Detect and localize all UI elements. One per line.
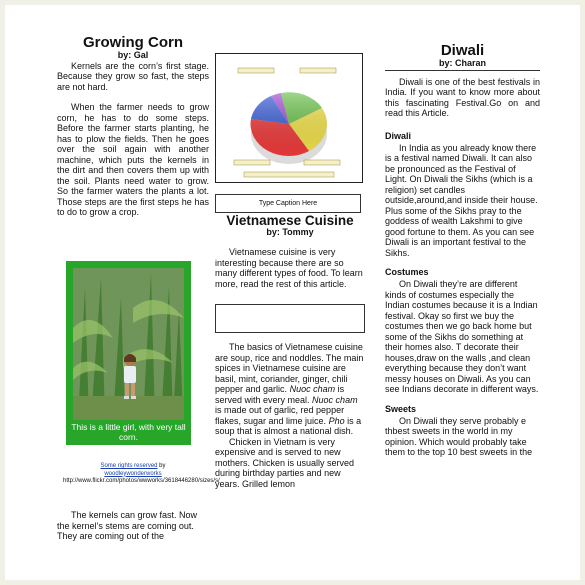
pie-chart xyxy=(216,54,362,182)
section-heading: Diwali xyxy=(385,130,412,141)
article-growing-corn-continued xyxy=(57,510,209,542)
article-title: Diwali xyxy=(440,42,485,59)
byline-divider xyxy=(385,70,540,71)
article-vietnamese-cuisine-continued xyxy=(215,342,365,489)
corn-photo-frame xyxy=(66,261,191,445)
chart-label-placeholder xyxy=(238,68,274,73)
article-paragraph: On Diwali they’re are different kinds of costumes especially the Indian costumes because it is a Indian festival. Okay so first we buy the costumes then we go back home but some of the Sikhs do something at their homes also. T decorate their houses,draw on the walls ,and clean everything because they don’t want messy houses on Diwali. As you can see Indians decorate in different ways. xyxy=(385,279,539,395)
article-paragraph: Diwali is one of the best festivals in India. If you want to know more about this fascinating Festival.Go on and read this Article. xyxy=(385,76,540,119)
chart-label-placeholder xyxy=(304,160,340,165)
article-title: Growing Corn xyxy=(83,34,183,51)
credit-url: http://www.flickr.com/photos/wwworks/3618446280/sizes/s/ xyxy=(63,478,220,484)
caption-box[interactable]: Type Caption Here xyxy=(215,194,361,213)
chart-label-placeholder xyxy=(244,172,334,177)
photo-caption: This is a little girl, with very tall corn. xyxy=(71,422,186,442)
article-title: Vietnamese Cuisine xyxy=(226,213,354,228)
article-paragraph: Kernels are the corn’s first stage. Because they grow so fast, the steps are not hard. xyxy=(57,60,209,92)
section-heading: Sweets xyxy=(385,403,417,414)
article-paragraph: The basics of Vietnamese cuisine are soup, rice and noddles. The main spices in Vietnamese cuisine are basil, mint, coriander, ginger, chili pepper and garlic. Nuoc cham is served with every meal. Nuoc cham is made out of garlic, red pepper flakes, sugar and lime juice. Pho is a soup that is almost a national dish. xyxy=(215,342,364,436)
chart-label-placeholder xyxy=(234,160,270,165)
article-diwali xyxy=(385,43,540,458)
article-paragraph: The kernels can grow fast. Now the kernel’s stems are coming out. They are coming out of the xyxy=(57,510,198,541)
article-byline: by: Charan xyxy=(438,57,486,68)
credit-by-text: by xyxy=(159,463,166,469)
article-vietnamese-cuisine xyxy=(215,214,365,289)
section-heading: Costumes xyxy=(385,267,429,278)
some-rights-reserved-link[interactable]: Some rights reserved xyxy=(100,463,158,469)
article-growing-corn xyxy=(57,35,209,218)
article-paragraph: When the farmer needs to grow corn, he has to do some steps. Before the farmer starts planting, he has to plow the fields. Then he goes over the soil again with another machine, which puts the kernels in the dirt and then covers them up with the soil. Plants need water to grow. So the farmer waters the plants a lot. Those steps are the first steps he has to do to grow a crop. xyxy=(57,102,209,218)
article-paragraph: On Diwali they serve probably e thbest sweets in the world in my opinion. Which would probably take them to the top 10 best sweets in the xyxy=(385,415,533,458)
article-paragraph: Vietnamese cuisine is very interesting because there are so many different types of food. To learn more, read the rest of this article. xyxy=(215,247,363,289)
article-byline: by: Tommy xyxy=(266,227,314,238)
corn-photo xyxy=(73,268,184,420)
corn-photo-illustration xyxy=(73,268,184,420)
chart-label-placeholder xyxy=(300,68,336,73)
pie-chart-box xyxy=(215,53,363,183)
text-box-placeholder[interactable] xyxy=(215,304,365,333)
article-paragraph: Chicken in Vietnam is very expensive and is served to new mothers. Chicken is usually served during birthday parties and new years. Grilled lemon xyxy=(215,436,355,489)
article-byline: by: Gal xyxy=(117,49,149,60)
photo-credit xyxy=(63,463,220,486)
woodleywonderworks-link[interactable]: woodleywonderworks xyxy=(104,470,162,477)
article-paragraph: In India as you already know there is a festival named Diwali. It can also be pronounced as the Festival of Light. On Diwali the Sikhs (which is a religion) set candles outside,around,and inside their house. Plus some of the Sikhs pray to the goddess of wealth Lakshmi to give good fortune to them. As you can see Diwali is an important festival to the Sikhs. xyxy=(385,142,538,258)
